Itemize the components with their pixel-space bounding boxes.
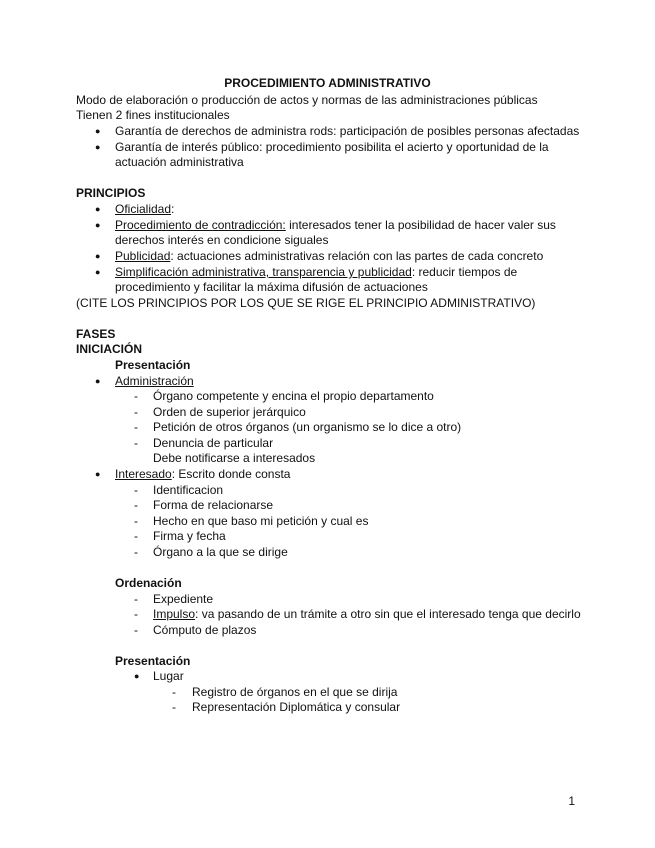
page-title: PROCEDIMIENTO ADMINISTRATIVO	[224, 76, 431, 90]
page-number: 1	[568, 794, 575, 808]
interesado-term: Interesado	[115, 467, 172, 481]
subheading-ordenacion: Ordenación	[115, 576, 182, 590]
interesado-text: : Escrito donde consta	[171, 467, 291, 481]
intro-line: Tienen 2 fines institucionales	[76, 108, 230, 122]
bullet-icon: ●	[95, 220, 101, 230]
dash-icon: -	[134, 436, 138, 450]
sub-list-item: Petición de otros órganos (un organismo se lo dice a otro)	[153, 420, 462, 434]
dash-icon: -	[134, 592, 138, 606]
subheading-presentacion: Presentación	[115, 358, 191, 372]
sub-list-item: Orden de superior jerárquico	[153, 405, 306, 419]
sub-list-item: Expediente	[153, 592, 214, 606]
principios-note: (CITE LOS PRINCIPIOS POR LOS QUE SE RIGE EL PRINCIPIO ADMINISTRATIVO)	[76, 296, 536, 310]
list-item-continuation: derechos interés en condicione siguales	[115, 233, 329, 247]
bullet-icon: ●	[134, 671, 140, 681]
dash-icon: -	[134, 405, 138, 419]
principle-term: Simplificación administrativa, transparencia y publicidad	[115, 265, 412, 279]
sub-list-item: Denuncia de particular	[153, 436, 274, 450]
sub-list-item: Firma y fecha	[153, 529, 226, 543]
list-item-lugar: Lugar	[153, 669, 184, 683]
dash-icon: -	[134, 498, 138, 512]
dash-icon: -	[134, 607, 138, 621]
section-heading-fases: FASES	[76, 327, 116, 341]
principle-text: :	[171, 202, 175, 216]
list-item-administracion: Administración	[115, 374, 194, 388]
sub-list-item: Hecho en que baso mi petición y cual es	[153, 514, 369, 528]
list-item	[115, 218, 556, 233]
sub-list-item: Cómputo de plazos	[153, 623, 257, 637]
list-item-interesado	[115, 467, 290, 482]
dash-icon: -	[172, 685, 176, 699]
dash-icon: -	[134, 529, 138, 543]
bullet-icon: ●	[95, 204, 101, 214]
sub-list-item: Registro de órganos en el que se dirija	[192, 685, 398, 699]
sub-list-item: Forma de relacionarse	[153, 498, 274, 512]
subheading-presentacion-2: Presentación	[115, 654, 191, 668]
list-item	[115, 265, 517, 280]
section-heading-iniciacion: INICIACIÓN	[76, 342, 142, 356]
list-item-continuation: procedimiento y facilitar la máxima difusión de actuaciones	[115, 280, 428, 294]
section-heading-principios: PRINCIPIOS	[76, 186, 146, 200]
principle-text: interesados tener la posibilidad de hacer valer sus	[285, 218, 556, 232]
principle-term: Oficialidad	[115, 202, 172, 216]
dash-icon: -	[172, 700, 176, 714]
sub-list-item: Representación Diplomática y consular	[192, 700, 401, 714]
dash-icon: -	[134, 483, 138, 497]
impulso-term: Impulso	[153, 607, 196, 621]
principle-term: Publicidad	[115, 249, 171, 263]
intro-line: Modo de elaboración o producción de actos y normas de las administraciones públicas	[76, 93, 538, 107]
bullet-icon: ●	[95, 126, 101, 136]
dash-icon: -	[134, 389, 138, 403]
sub-list-item: Órgano competente y encina el propio departamento	[153, 389, 434, 403]
list-item: Garantía de interés público: procedimiento posibilita el acierto y oportunidad de la	[115, 140, 549, 154]
bullet-icon: ●	[95, 267, 101, 277]
bullet-icon: ●	[95, 469, 101, 479]
bullet-icon: ●	[95, 376, 101, 386]
principle-term: Procedimiento de contradicción:	[115, 218, 286, 232]
dash-icon: -	[134, 623, 138, 637]
sub-list-item: Identificacion	[153, 483, 224, 497]
impulso-text: : va pasando de un trámite a otro sin que el interesado tenga que decirlo	[195, 607, 581, 621]
sub-list-item: Órgano a la que se dirige	[153, 545, 288, 559]
list-item	[115, 202, 174, 217]
principle-text: : reducir tiempos de	[411, 265, 518, 279]
bullet-icon: ●	[95, 251, 101, 261]
sub-list-item	[153, 607, 581, 622]
sub-list-note: Debe notificarse a interesados	[153, 451, 316, 465]
principle-text: : actuaciones administrativas relación con las partes de cada concreto	[170, 249, 544, 263]
bullet-icon: ●	[95, 142, 101, 152]
dash-icon: -	[134, 514, 138, 528]
dash-icon: -	[134, 545, 138, 559]
list-item	[115, 249, 543, 264]
list-item: Garantía de derechos de administra rods: participación de posibles personas afectadas	[115, 124, 580, 138]
list-item-continuation: actuación administrativa	[115, 155, 244, 169]
dash-icon: -	[134, 420, 138, 434]
